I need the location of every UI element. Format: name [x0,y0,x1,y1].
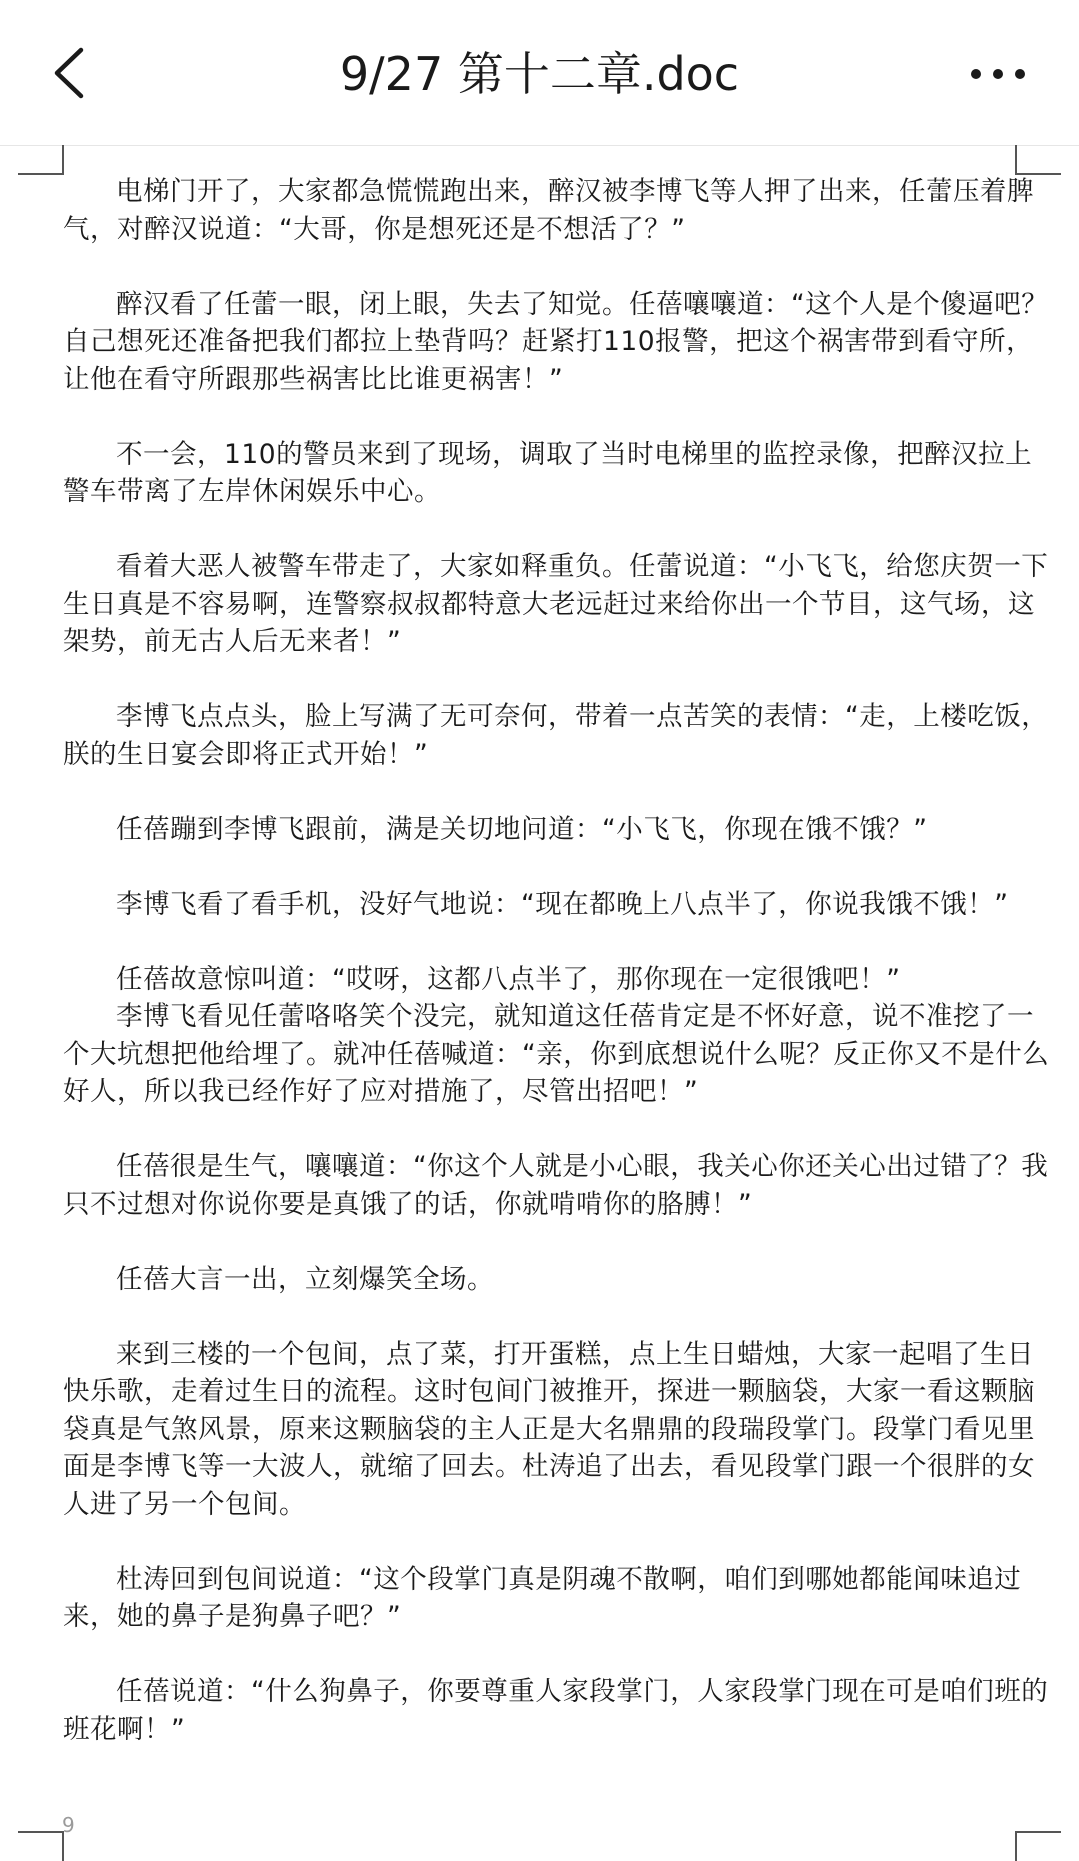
document-body [63,173,1053,1748]
paragraph: 任蓓大言一出，立刻爆笑全场。 [116,1263,494,1295]
chevron-left-icon [51,47,85,99]
crop-mark-bottom-left [18,1831,64,1861]
paragraph: 来到三楼的一个包间，点了菜，打开蛋糕，点上生日蜡烛，大家一起唱了生日快乐歌，走着过生日的流程。这时包间门被推开，探进一颗脑袋，大家一看这颗脑袋真是气煞风景，原来这颗脑袋的主人正是大名鼎鼎的段瑞段掌门。段掌门看见里面是李博飞等一大波人，就缩了回去。杜涛追了出去，看见段掌门跟一个很胖的女人进了另一个包间。 [63,1338,1035,1520]
paragraph: 不一会，110的警员来到了现场，调取了当时电梯里的监控录像，把醉汉拉上警车带离了左岸休闲娱乐中心。 [63,438,1033,507]
paragraph: 电梯门开了，大家都急慌慌跑出来，醉汉被李博飞等人押了出来，任蕾压着脾气，对醉汉说道：“大哥，你是想死还是不想活了？” [63,176,1034,245]
paragraph: 任蓓蹦到李博飞跟前，满是关切地问道：“小飞飞，你现在饿不饿？” [116,813,928,845]
paragraph: 李博飞看见任蕾咯咯笑个没完，就知道这任蓓肯定是不怀好意，说不准挖了一个大坑想把他给埋了。就冲任蓓喊道：“亲，你到底想说什么呢？反正你又不是什么好人，所以我已经作好了应对措施了，尽管出招吧！” [63,1001,1050,1107]
document-page [0,145,1079,1861]
paragraph: 任蓓故意惊叫道：“哎呀，这都八点半了，那你现在一定很饿吧！” [116,963,901,995]
paragraph: 任蓓很是生气，嚷嚷道：“你这个人就是小心眼，我关心你还关心出过错了？我只不过想对你说你要是真饿了的话，你就啃啃你的胳膊！” [63,1151,1049,1220]
document-title: 9/27 第十二章.doc [339,47,740,101]
paragraph: 看着大恶人被警车带走了，大家如释重负。任蕾说道：“小飞飞，给您庆贺一下生日真是不容易啊，连警察叔叔都特意大老远赶过来给你出一个节目，这气场，这架势，前无古人后无来者！” [63,551,1049,657]
paragraph: 李博飞看了看手机，没好气地说：“现在都晚上八点半了，你说我饿不饿！” [116,888,1009,920]
top-bar [0,0,1079,146]
paragraph: 杜涛回到包间说道：“这个段掌门真是阴魂不散啊，咱们到哪她都能闻味追过来，她的鼻子是狗鼻子吧？” [63,1563,1022,1632]
paragraph: 李博飞点点头，脸上写满了无可奈何，带着一点苦笑的表情：“走，上楼吃饭，朕的生日宴会即将正式开始！” [63,701,1049,770]
page-number: 9 [62,1813,75,1837]
crop-mark-bottom-right [1015,1831,1061,1861]
crop-mark-top-right [1015,145,1061,175]
paragraph: 醉汉看了任蕾一眼，闭上眼，失去了知觉。任蓓嚷嚷道：“这个人是个傻逼吧？自己想死还准备把我们都拉上垫背吗？赶紧打110报警，把这个祸害带到看守所，让他在看守所跟那些祸害比比谁更祸害！” [63,288,1049,395]
paragraph: 任蓓说道：“什么狗鼻子，你要尊重人家段掌门，人家段掌门现在可是咱们班的班花啊！” [63,1676,1049,1745]
more-dots-icon [968,67,1028,81]
back-button[interactable] [38,38,98,108]
crop-mark-top-left [18,145,64,175]
more-options-button[interactable] [953,44,1043,104]
